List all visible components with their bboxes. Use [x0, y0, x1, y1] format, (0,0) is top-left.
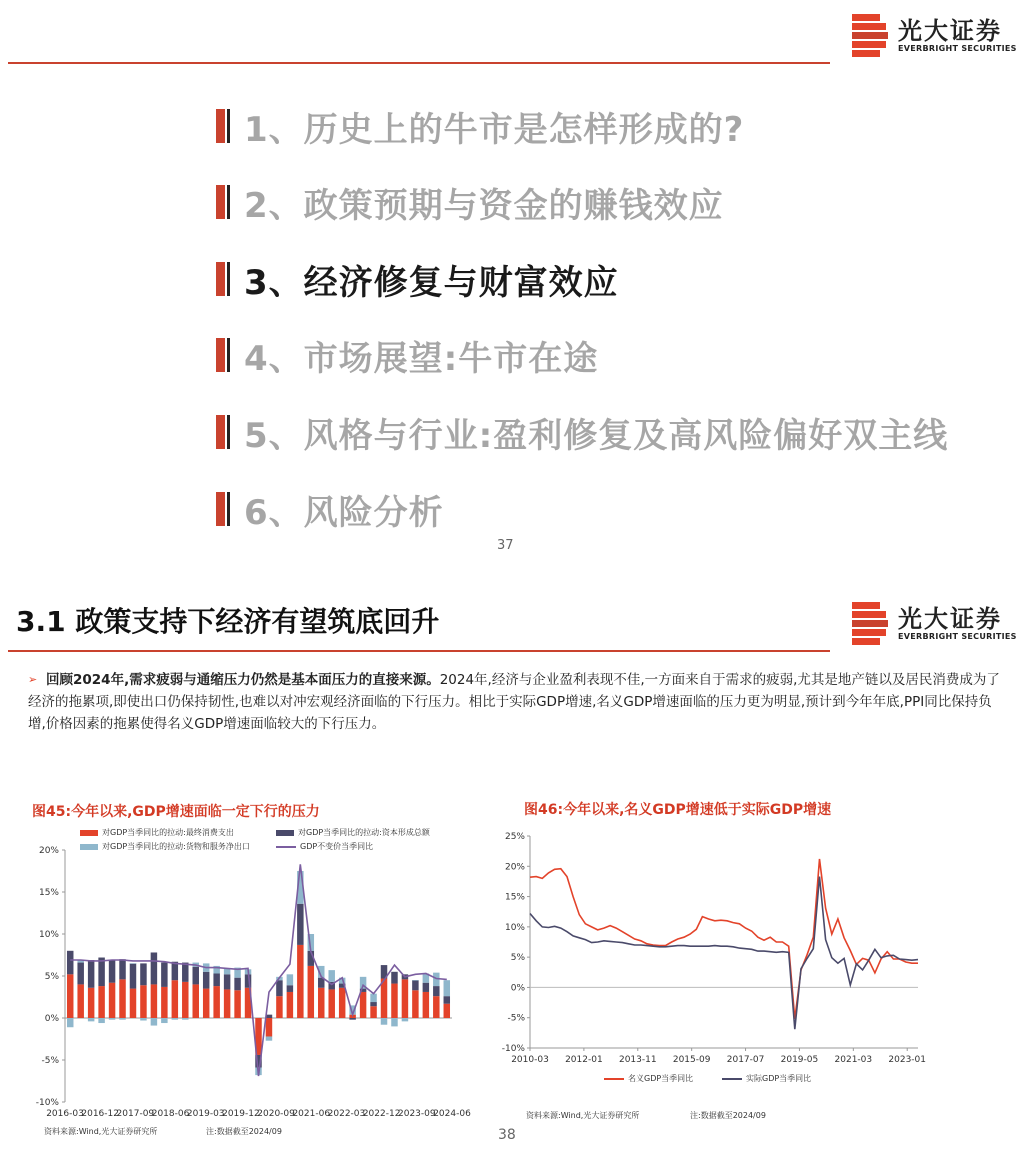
fig45-bar: [203, 972, 209, 989]
summary-text: 2024年,经济与企业盈利表现不佳,一方面来自于需求的疲弱,尤其是地产链以及居民消费成为了经济的拖累项,即使出口仍保持韧性,也难以对冲宏观经济面临的下行压力。相比于实际GDP增速,名义GDP增速面临的压力更为明显,预计到今年年底,PPI同比保持负增,价格因素的拖累使得名义GDP增速面临较大的下行压力。: [28, 672, 1000, 732]
fig45-bar: [444, 1004, 450, 1018]
agenda-label: 5、风格与行业:盈利修复及高风险偏好双主线: [244, 415, 949, 456]
fig45-bar: [109, 983, 115, 1018]
fig45-bar: [224, 989, 230, 1018]
fig45-legend-consumption: 对GDP当季同比的拉动:最终消费支出: [80, 827, 234, 838]
fig45-bar: [412, 990, 418, 1018]
fig45-bar: [151, 1018, 157, 1026]
fig45-bar: [349, 1018, 355, 1020]
fig45-bar: [193, 984, 199, 1018]
fig45-bar: [370, 1006, 376, 1018]
fig45-bar: [67, 951, 73, 975]
fig45-y-tick-label: -10%: [35, 1098, 59, 1108]
agenda-label: 2、政策预期与资金的赚钱效应: [244, 185, 724, 226]
fig45-bar: [276, 996, 282, 1018]
fig45-bar: [224, 974, 230, 989]
fig45-bar: [98, 986, 104, 1018]
fig45-bar: [151, 984, 157, 1018]
fig45-title: 图45:今年以来,GDP增速面临一定下行的压力: [32, 804, 320, 820]
fig45-note: 注:数据截至2024/09: [206, 1127, 282, 1136]
fig46-x-tick-label: 2019-05: [780, 1055, 819, 1065]
fig45-x-tick-label: 2019-12: [222, 1109, 260, 1119]
fig45-bar: [130, 963, 136, 964]
fig45-bar: [423, 992, 429, 1018]
agenda-label: 4、市场展望:牛市在途: [244, 338, 599, 379]
agenda-item-5: [216, 412, 949, 456]
fig45-bar: [360, 992, 366, 1018]
fig46-x-tick-label: 2010-03: [511, 1055, 549, 1065]
fig45-bar: [88, 960, 94, 988]
fig45-bar: [172, 1018, 178, 1020]
agenda-item-4: [216, 335, 599, 379]
fig45-bar: [308, 966, 314, 1018]
fig45-bar: [318, 988, 324, 1018]
fig45-bar: [67, 1018, 73, 1027]
summary-paragraph: [28, 669, 1008, 735]
fig45-bar: [234, 990, 240, 1018]
agenda-marker-icon: [216, 109, 236, 143]
fig46-title: 图46:今年以来,名义GDP增速低于实际GDP增速: [524, 802, 832, 818]
summary-lead: 回顾2024年,需求疲弱与通缩压力仍然是基本面压力的直接来源。: [46, 672, 440, 688]
fig45-x-tick-label: 2021-06: [292, 1109, 331, 1119]
fig45-bar: [161, 987, 167, 1018]
brand-name-cn: 光大证券: [898, 605, 1002, 633]
fig46-legend-real: 实际GDP当季同比: [722, 1073, 811, 1084]
fig46-y-tick-label: 25%: [504, 832, 525, 842]
fig46-y-tick-label: -10%: [501, 1044, 525, 1054]
brand-name-en: EVERBRIGHT SECURITIES: [898, 632, 1017, 641]
fig45-bar: [109, 960, 115, 983]
fig45-bar: [172, 980, 178, 1018]
fig46-x-tick-label: 2015-09: [672, 1055, 711, 1065]
fig45-bar: [402, 979, 408, 1018]
fig45-bar: [67, 974, 73, 1018]
fig46-y-tick-label: 5%: [510, 953, 525, 964]
section-title: 3.1 政策支持下经济有望筑底回升: [16, 605, 440, 638]
fig45-bar: [77, 963, 83, 985]
fig46-y-tick-label: 10%: [504, 922, 525, 933]
fig45-x-tick-label: 2022-03: [327, 1109, 366, 1119]
fig46-x-tick-label: 2012-01: [565, 1055, 603, 1065]
brand-name-cn: 光大证券: [898, 17, 1002, 45]
fig45-bar: [161, 963, 167, 987]
fig45-bar: [77, 984, 83, 1018]
fig46-x-tick-label: 2023-01: [888, 1055, 927, 1065]
fig45-bar: [402, 1018, 408, 1021]
fig45-bar: [213, 986, 219, 1018]
fig45-bar: [88, 988, 94, 1018]
fig46-legend-nominal: 名义GDP当季同比: [604, 1073, 693, 1084]
fig45-bar: [182, 982, 188, 1018]
fig46-x-tick-label: 2021-03: [834, 1055, 873, 1065]
fig46-y-tick-label: 0%: [510, 983, 525, 994]
fig45-x-tick-label: 2016-12: [81, 1109, 119, 1119]
fig45-y-tick-label: 15%: [38, 888, 59, 898]
fig45-bar: [381, 1018, 387, 1025]
bullet-arrow-icon: ➢: [28, 673, 38, 686]
fig45-bar: [182, 1018, 188, 1020]
fig45-x-tick-label: 2016-03: [46, 1109, 84, 1119]
fig45-y-tick-label: 20%: [38, 846, 59, 856]
fig45-bar: [391, 984, 397, 1018]
fig45-bar: [119, 959, 125, 979]
fig45-bar: [287, 992, 293, 1018]
fig45-y-tick-label: 0%: [44, 1014, 59, 1024]
everbright-logo-icon: [852, 14, 888, 58]
fig45-bar: [444, 996, 450, 1004]
agenda-marker-icon: [216, 185, 236, 219]
fig45-bar: [88, 1018, 94, 1021]
agenda-item-1: [216, 106, 745, 150]
fig45-x-tick-label: 2018-06: [151, 1109, 190, 1119]
fig45-bar: [109, 1018, 115, 1020]
fig45-legend-gdp: GDP不变价当季同比: [276, 841, 373, 852]
fig46-note: 注:数据截至2024/09: [690, 1111, 766, 1120]
fig45-bar: [297, 945, 303, 1018]
fig45-bar: [140, 1018, 146, 1021]
fig45-legend-netexport: 对GDP当季同比的拉动:货物和服务净出口: [80, 841, 250, 852]
fig45-bar: [266, 1018, 272, 1036]
fig45-bar: [266, 1036, 272, 1040]
fig46-y-tick-label: 20%: [504, 862, 525, 873]
fig45-bar: [381, 979, 387, 1018]
fig45-x-tick-label: 2022-12: [362, 1109, 401, 1119]
fig45-bar: [433, 986, 439, 996]
fig46-chart: [500, 826, 930, 1086]
fig45-legend-capital: 对GDP当季同比的拉动:资本形成总额: [276, 827, 430, 838]
fig45-bar: [412, 980, 418, 981]
brand-name-en: EVERBRIGHT SECURITIES: [898, 44, 1017, 53]
fig45-bar: [140, 963, 146, 985]
fig45-bar: [140, 985, 146, 1018]
fig45-x-tick-label: 2023-09: [398, 1109, 436, 1119]
fig45-bar: [151, 952, 157, 984]
fig45-bar: [161, 1018, 167, 1023]
fig45-bar: [328, 970, 334, 982]
agenda-label: 3、经济修复与财富效应: [244, 262, 619, 303]
fig45-bar: [98, 1018, 104, 1023]
page-number: 38: [498, 1127, 516, 1143]
fig45-bar: [182, 963, 188, 982]
fig45-x-tick-label: 2019-03: [186, 1109, 225, 1119]
fig45-x-tick-label: 2017-09: [116, 1109, 155, 1119]
fig45-source: 资料来源:Wind,光大证券研究所: [44, 1127, 158, 1136]
fig45-bar: [433, 996, 439, 1018]
fig46-source: 资料来源:Wind,光大证券研究所: [526, 1111, 640, 1120]
fig45-bar: [119, 1018, 125, 1020]
fig45-bar: [172, 962, 178, 980]
fig45-bar: [287, 985, 293, 992]
fig46-y-tick-label: 15%: [504, 892, 525, 903]
fig45-bar: [119, 979, 125, 1018]
fig45-bar: [130, 989, 136, 1018]
agenda-marker-icon: [216, 492, 236, 526]
fig45-bar: [234, 978, 240, 991]
fig46-real-line: [530, 877, 918, 1030]
fig45-bar: [444, 980, 450, 996]
agenda-item-6: [216, 489, 444, 533]
everbright-logo-icon: [852, 602, 888, 646]
agenda-item-2: [216, 182, 724, 226]
fig45-bar: [370, 1002, 376, 1006]
agenda-marker-icon: [216, 338, 236, 372]
fig45-bar: [423, 983, 429, 992]
fig46-y-tick-label: -5%: [507, 1013, 525, 1024]
page-number: 37: [497, 538, 514, 553]
fig45-bar: [98, 958, 104, 987]
agenda-marker-icon: [216, 415, 236, 449]
fig45-bar: [276, 980, 282, 996]
agenda-label: 6、风险分析: [244, 492, 444, 533]
fig45-bar: [203, 989, 209, 1018]
fig46-nominal-line: [530, 859, 918, 1019]
fig45-bar: [391, 1018, 397, 1026]
fig45-bar: [412, 980, 418, 990]
brand-logo: [852, 14, 1017, 58]
header-rule: [8, 62, 830, 64]
fig45-bar: [370, 994, 376, 1002]
fig46-x-tick-label: 2013-11: [618, 1055, 657, 1065]
agenda-marker-icon: [216, 262, 236, 296]
section-rule: [8, 650, 830, 652]
fig45-bar: [193, 967, 199, 985]
fig45-bar: [287, 974, 293, 985]
fig45-y-tick-label: 5%: [44, 972, 59, 982]
fig45-bar: [130, 963, 136, 988]
fig45-x-tick-label: 2024-06: [433, 1109, 471, 1119]
fig45-bar: [391, 972, 397, 984]
fig45-bar: [339, 988, 345, 1018]
fig46-x-tick-label: 2017-07: [726, 1055, 765, 1065]
brand-logo: [852, 602, 1017, 646]
agenda-label: 1、历史上的牛市是怎样形成的?: [244, 109, 745, 150]
fig45-y-tick-label: -5%: [41, 1056, 59, 1066]
fig45-bar: [213, 973, 219, 986]
fig45-y-tick-label: 10%: [38, 930, 59, 940]
agenda-item-3: [216, 259, 619, 303]
fig45-chart: [20, 840, 490, 1130]
fig45-bar: [328, 989, 334, 1018]
fig45-x-tick-label: 2020-09: [257, 1109, 295, 1119]
fig45-bar: [297, 904, 303, 945]
